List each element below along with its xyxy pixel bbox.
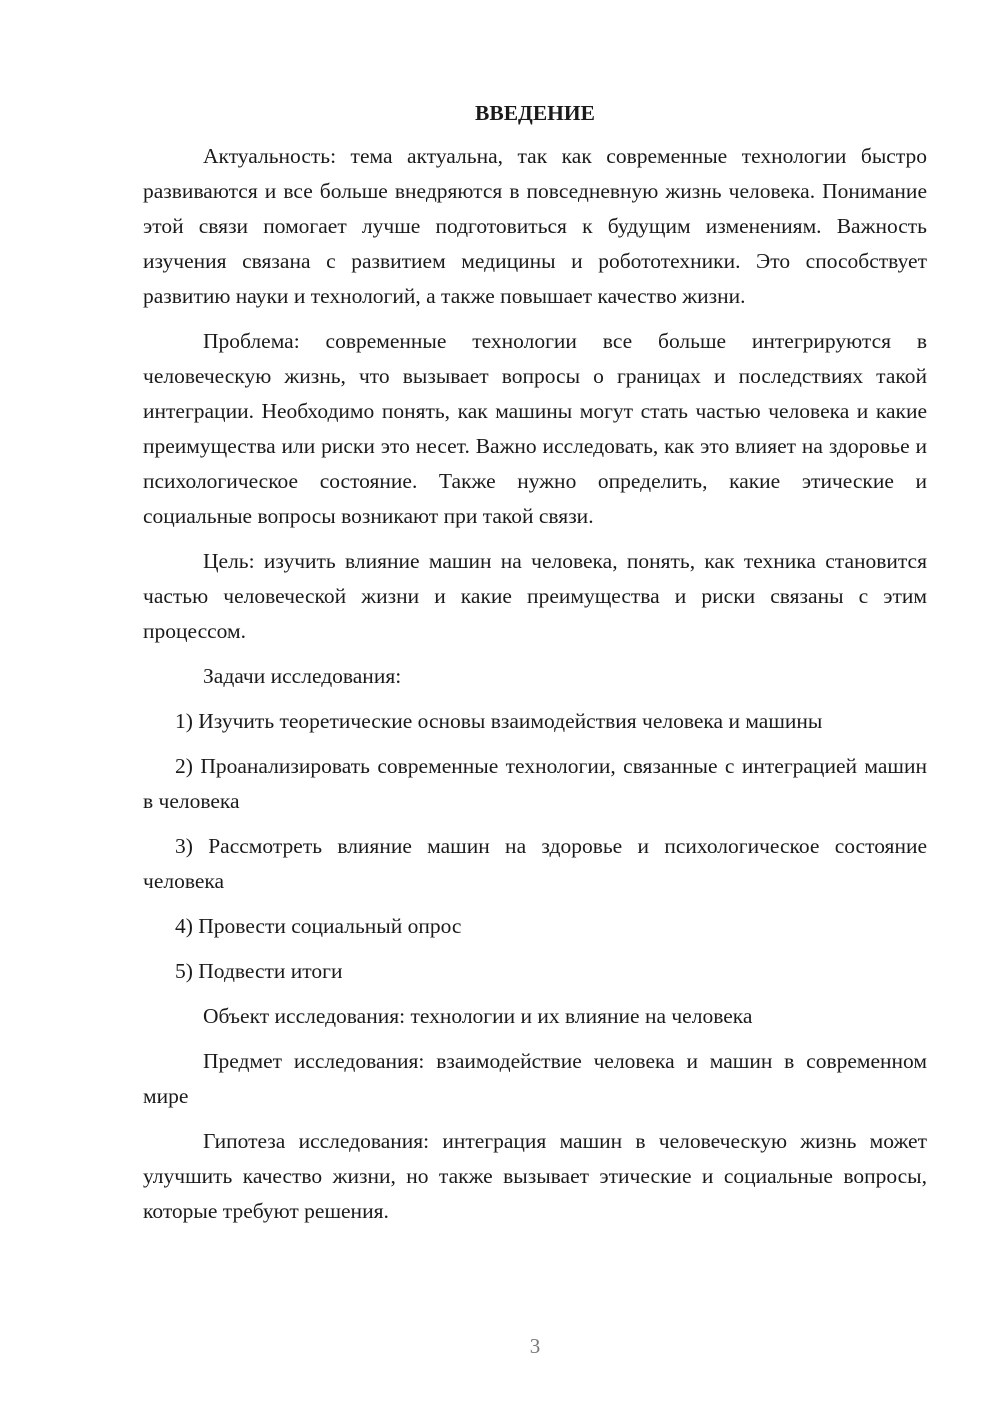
section-title: ВВЕДЕНИЕ [475,101,595,125]
task-item-2: 2) Проанализировать современные технологии, связанные с интеграцией машин в человека [143,754,927,813]
task-item-1: 1) Изучить теоретические основы взаимодействия человека и машины [175,709,823,733]
hypothesis-paragraph: Гипотеза исследования: интеграция машин в человеческую жизнь может улучшить качество жизни, но также вызывает этические и социальные вопросы, которые требуют решения. [143,1129,927,1223]
task-item-4: 4) Провести социальный опрос [175,914,462,938]
tasks-heading: Задачи исследования: [203,664,402,688]
page-number: 3 [529,1334,541,1358]
task-item-3: 3) Рассмотреть влияние машин на здоровье и психологическое состояние человека [143,834,927,893]
document-page [143,96,927,1239]
subject-paragraph: Предмет исследования: взаимодействие человека и машин в современном мире [143,1049,927,1108]
object-paragraph: Объект исследования: технологии и их влияние на человека [203,1004,753,1028]
relevance-paragraph: Актуальность: тема актуальна, так как современные технологии быстро развиваются и все больше внедряются в повседневную жизнь человека. Понимание этой связи помогает лучше подготовиться к будущим изменениям. Важность изучения связана с развитием медицины и робототехники. Это способствует развитию науки и технологий, а также повышает качество жизни. [143,144,927,308]
goal-paragraph: Цель: изучить влияние машин на человека, понять, как техника становится частью человеческой жизни и какие преимущества и риски связаны с этим процессом. [143,549,927,643]
problem-paragraph: Проблема: современные технологии все больше интегрируются в человеческую жизнь, что вызывает вопросы о границах и последствиях такой интеграции. Необходимо понять, как машины могут стать частью человека и какие преимущества или риски это несет. Важно исследовать, как это влияет на здоровье и психологическое состояние. Также нужно определить, какие этические и социальные вопросы возникают при такой связи. [143,329,927,528]
task-item-5: 5) Подвести итоги [175,959,343,983]
